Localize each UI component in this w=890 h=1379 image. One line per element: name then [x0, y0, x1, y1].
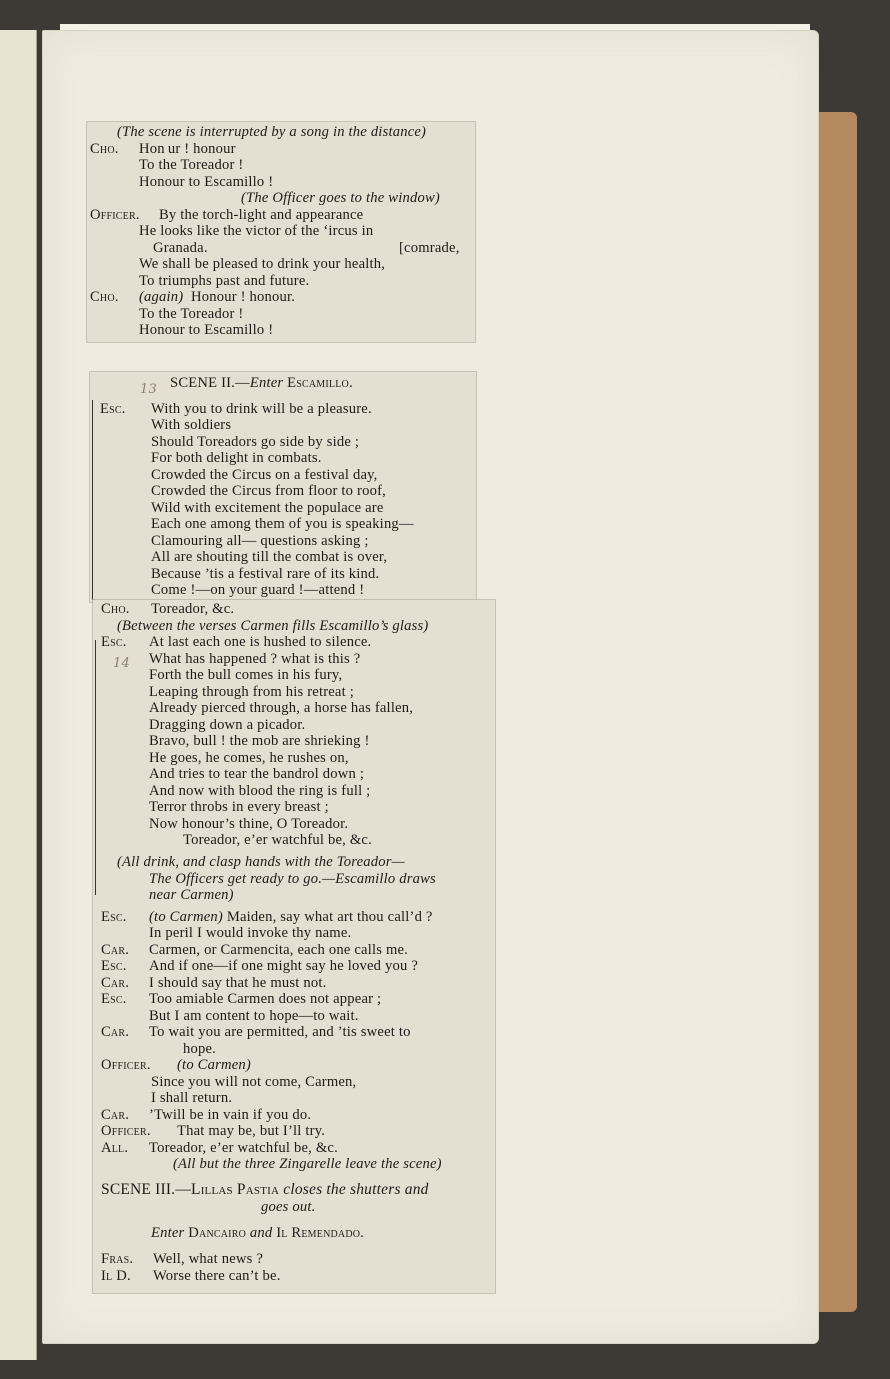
verse-line: Clamouring all— questions asking ; [151, 533, 369, 549]
verse-line: He looks like the victor of the ‘ircus in [139, 223, 374, 239]
verse-line: Now honour’s thine, O Toreador. [149, 816, 349, 832]
speaker: Esc. [101, 958, 127, 974]
stage-direction: goes out. [261, 1199, 316, 1215]
margin-rule [92, 400, 93, 600]
stage-direction: (again) [139, 289, 184, 305]
verse-line: Granada. [153, 240, 208, 256]
speaker: All. [101, 1140, 129, 1156]
speaker: Officer. [101, 1057, 151, 1073]
dialogue-line: hope. [183, 1041, 217, 1057]
verse-line: Hon ur ! honour [139, 141, 236, 157]
scene-title-character: Escamillo. [287, 375, 353, 391]
scene-title: SCENE II.— [170, 375, 250, 391]
character-name: Dancairo [188, 1225, 246, 1241]
stage-direction: (All but the three Zingarelle leave the scene) [173, 1156, 442, 1172]
verse-line: Forth the bull comes in his fury, [149, 667, 343, 683]
verse-line: Honour to Escamillo ! [139, 322, 274, 338]
speaker: Cho. [90, 141, 119, 157]
speaker: Officer. [90, 207, 140, 223]
speaker: Fras. [101, 1251, 134, 1267]
verse-line: Honour ! honour. [191, 289, 296, 305]
verse-line: Wild with excitement the populace are [151, 500, 384, 516]
speaker: Cho. [101, 601, 130, 617]
margin-rule [95, 640, 96, 895]
verse-line: Already pierced through, a horse has fallen, [149, 700, 414, 716]
verse-line: He goes, he comes, he rushes on, [149, 750, 349, 766]
stage-direction: (The scene is interrupted by a song in the distance) [117, 124, 427, 140]
verse-line: With soldiers [151, 417, 232, 433]
dialogue-line: And if one—if one might say he loved you ? [149, 958, 419, 974]
speaker: Car. [101, 1107, 130, 1123]
speaker: Esc. [101, 634, 127, 650]
scene-title: SCENE III.— [101, 1181, 192, 1198]
dialogue-line: Too amiable Carmen does not appear ; [149, 991, 382, 1007]
verse-line: [comrade, [399, 240, 460, 256]
verse-line: Terror throbs in every breast ; [149, 799, 329, 815]
stage-direction: (All drink, and clasp hands with the Toreador— [117, 854, 405, 870]
pencil-mark: 13 [140, 382, 157, 397]
verse-line: With you to drink will be a pleasure. [151, 401, 372, 417]
dialogue-line: That may be, but I’ll try. [177, 1123, 326, 1139]
speaker: Car. [101, 942, 130, 958]
verse-line: Honour to Escamillo ! [139, 174, 274, 190]
verse-line: What has happened ? what is this ? [149, 651, 361, 667]
verse-line: Crowded the Circus on a festival day, [151, 467, 378, 483]
dialogue-line: Toreador, e’er watchful be, &c. [149, 1140, 338, 1156]
stage-direction: (Between the verses Carmen fills Escamillo’s glass) [117, 618, 429, 634]
verse-line: Bravo, bull ! the mob are shrieking ! [149, 733, 370, 749]
verse-line: Toreador, &c. [151, 601, 235, 617]
stage-direction: near Carmen) [149, 887, 234, 903]
verse-line: We shall be pleased to drink your health, [139, 256, 386, 272]
book-board-edge [815, 112, 857, 1312]
speaker: Car. [101, 975, 130, 991]
speaker: Il D. [101, 1268, 131, 1284]
dialogue-line: ’Twill be in vain if you do. [149, 1107, 312, 1123]
dialogue-line: I shall return. [151, 1090, 233, 1106]
verse-line: All are shouting till the combat is over, [151, 549, 388, 565]
verse-line: Leaping through from his retreat ; [149, 684, 354, 700]
dialogue-line [149, 909, 433, 926]
speaker: Car. [101, 1024, 130, 1040]
speaker: Esc. [101, 991, 127, 1007]
clipping-3 [93, 600, 495, 1293]
verse-line: Dragging down a picador. [149, 717, 306, 733]
scrapbook-page [42, 30, 819, 1344]
dialogue-line: To wait you are permitted, and ’tis sweet to [149, 1024, 411, 1040]
left-page-edge [0, 30, 37, 1360]
verse-line: Should Toreadors go side by side ; [151, 434, 360, 450]
verse-line: To the Toreador ! [139, 306, 244, 322]
character-name: Il Remendado. [276, 1225, 365, 1241]
clipping-2 [90, 372, 476, 602]
verse-line: By the torch-light and appearance [159, 207, 364, 223]
speaker: Officer. [101, 1123, 151, 1139]
verse-line: Each one among them of you is speaking— [151, 516, 414, 532]
verse-line: To triumphs past and future. [139, 273, 310, 289]
stage-direction: (to Carmen) [149, 909, 223, 925]
dialogue-line: But I am content to hope—to wait. [149, 1008, 359, 1024]
pencil-mark: 14 [113, 656, 130, 671]
clipping-1 [87, 122, 475, 342]
speaker: Esc. [101, 909, 127, 925]
scene-heading [170, 375, 353, 392]
verse-line: For both delight in combats. [151, 450, 322, 466]
dialogue-line: Since you will not come, Carmen, [151, 1074, 357, 1090]
dialogue-line: Worse there can’t be. [153, 1268, 281, 1284]
scene-title-character: Lillas Pastia [191, 1181, 280, 1198]
enter-word: Enter [151, 1225, 185, 1241]
entrance-direction [151, 1225, 364, 1242]
verse-line: Because ’tis a festival rare of its kind. [151, 566, 380, 582]
verse-line: Crowded the Circus from floor to roof, [151, 483, 386, 499]
verse-line: To the Toreador ! [139, 157, 244, 173]
refrain: Toreador, e’er watchful be, &c. [183, 832, 372, 848]
stage-direction: closes the shutters and [283, 1181, 429, 1198]
dialogue-line: Carmen, or Carmencita, each one calls me. [149, 942, 409, 958]
dialogue-line: I should say that he must not. [149, 975, 327, 991]
speaker: Esc. [100, 401, 126, 417]
verse-line: Come !—on your guard !—attend ! [151, 582, 365, 598]
verse-line: And now with blood the ring is full ; [149, 783, 371, 799]
dialogue-line: In peril I would invoke thy name. [149, 925, 352, 941]
scene-heading [101, 1182, 429, 1199]
stage-direction: (The Officer goes to the window) [241, 190, 440, 206]
stage-direction: The Officers get ready to go.—Escamillo draws [149, 871, 436, 887]
scene-title-enter: Enter [249, 375, 284, 391]
and-word: and [249, 1225, 273, 1241]
verse-line: And tries to tear the bandrol down ; [149, 766, 365, 782]
speaker: Cho. [90, 289, 119, 305]
dialogue-line: Well, what news ? [153, 1251, 264, 1267]
stage-direction: (to Carmen) [177, 1057, 251, 1073]
dialogue-text: Maiden, say what art thou call’d ? [226, 909, 433, 925]
verse-line: At last each one is hushed to silence. [149, 634, 372, 650]
